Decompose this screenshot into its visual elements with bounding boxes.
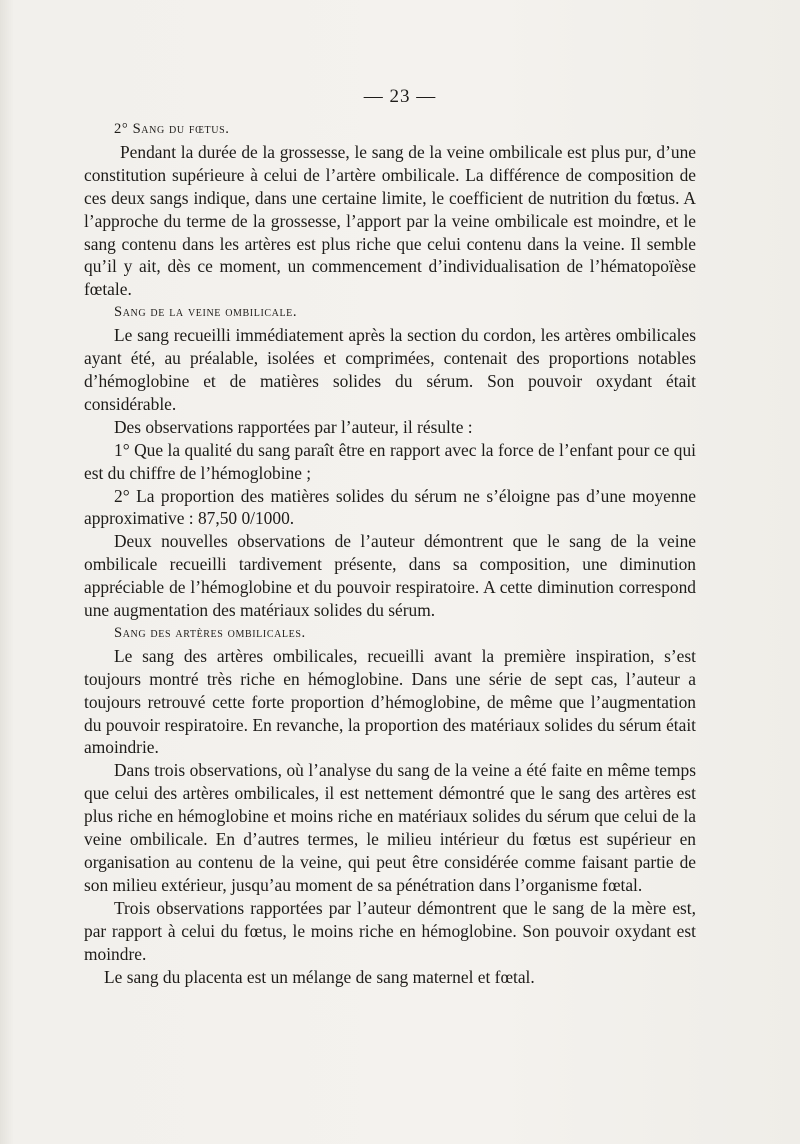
list-item-veine-2: 2° La proportion des matières solides du sérum ne s’éloigne pas d’une moyenne approximative : 87,50 0/1000. xyxy=(84,485,696,529)
section-heading-arteres: Sang des artères ombilicales. xyxy=(114,624,306,641)
list-item-veine-1: 1° Que la qualité du sang paraît être en rapport avec la force de l’enfant pour ce qui est du chiffre de l’hémoglobine ; xyxy=(84,439,696,483)
section-heading-fetus: 2° Sang du fœtus. xyxy=(114,121,230,137)
section-heading-veine: Sang de la veine ombilicale. xyxy=(114,304,298,321)
paragraph-fetus: Pendant la durée de la grossesse, le sang de la veine ombilicale est plus pur, d’une constitution supérieure à celui de l’artère ombilicale. La différence de composition de ces deux sangs indique, dans une certaine limite, le coefficient de nutrition du fœtus. A l’approche du terme de la grossesse, l’apport par la veine ombilicale est moindre, et le sang contenu dans les artères est plus riche que celui contenu dans la veine. Il semble qu’il y ait, dès ce moment, un commencement d’individualisation de l’hématopoïèse fœtale. xyxy=(84,141,696,300)
paragraph-veine-2: Des observations rapportées par l’auteur, il résulte : xyxy=(114,416,473,437)
paragraph-arteres-2: Dans trois observations, où l’analyse du sang de la veine a été faite en même temps que celui des artères ombilicales, il est nettement démontré que le sang des artères est plus riche en hémoglobine et moins riche en matériaux solides du sérum que celui de la veine ombilicale. En d’autres termes, le milieu intérieur du fœtus est supérieur en organisation au contenu de la veine, qui peut être considérée comme faisant partie de son milieu extérieur, jusqu’au moment de sa pénétration dans l’organisme fœtal. xyxy=(84,760,696,895)
paragraph-veine-1: Le sang recueilli immédiatement après la section du cordon, les artères ombilicales ayant été, au préalable, isolées et comprimées, contenait des proportions notables d’hémoglobine et de matières solides du sérum. Son pouvoir oxydant était considérable. xyxy=(84,325,696,414)
paragraph-veine-3: Deux nouvelles observations de l’auteur démontrent que le sang de la veine ombilicale recueilli tardivement présente, dans sa composition, une diminution appréciable de l’hémoglobine et du pouvoir respiratoire. A cette diminution correspond une augmentation des matériaux solides du sérum. xyxy=(84,531,696,621)
page-body xyxy=(84,118,696,988)
paragraph-arteres-3: Trois observations rapportées par l’auteur démontrent que le sang de la mère est, par rapport à celui du fœtus, le moins riche en hémoglobine. Son pouvoir oxydant est moindre. xyxy=(84,897,696,964)
page-number: — 23 — xyxy=(363,86,437,107)
paragraph-arteres-1: Le sang des artères ombilicales, recueilli avant la première inspiration, s’est toujours montré très riche en hémoglobine. Dans une série de sept cas, l’auteur a toujours retrouvé cette forte proportion d’hémoglobine, de même que l’augmentation du pouvoir respiratoire. En revanche, la proportion des matériaux solides du sérum était amoindrie. xyxy=(84,645,696,758)
paragraph-arteres-4: Le sang du placenta est un mélange de sang maternel et fœtal. xyxy=(104,966,535,987)
